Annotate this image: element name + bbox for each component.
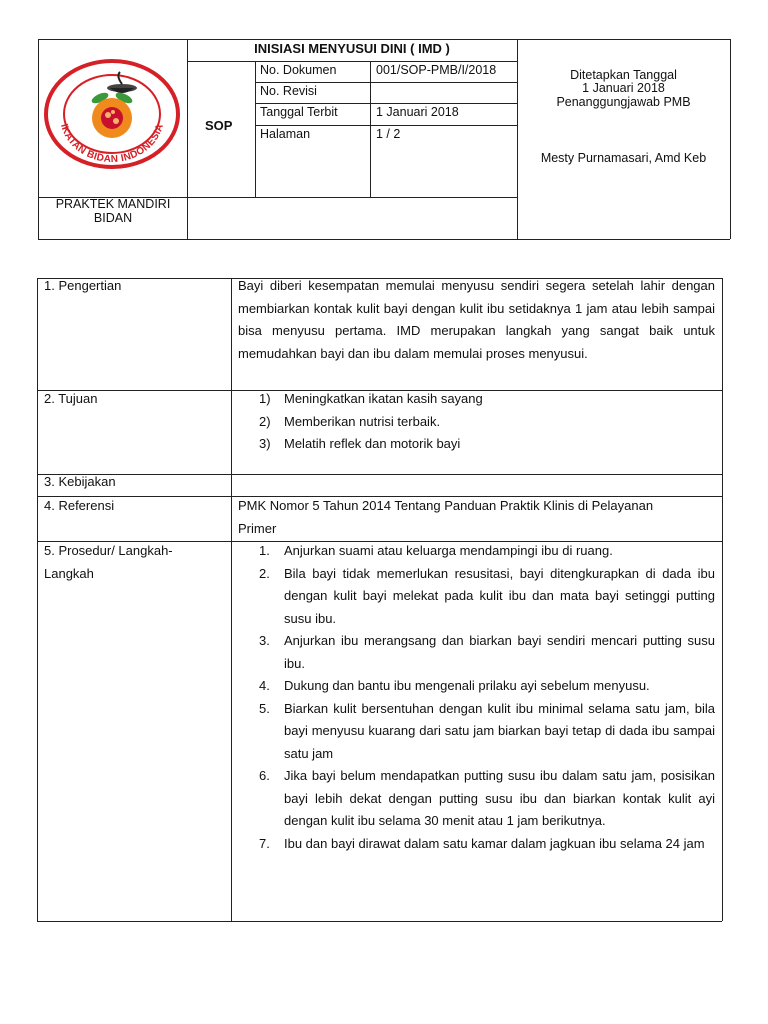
penanggungjawab-label: Penanggungjawab PMB [556,95,691,109]
item-text: Anjurkan ibu merangsang dan biarkan bayi sendiri mencari putting susu ibu. [284,633,715,671]
item-number: 7. [259,835,270,851]
list-tujuan [259,388,715,456]
field-label-no-dokumen: No. Dokumen [260,63,337,77]
svg-text:IKATAN BIDAN INDONESIA: IKATAN BIDAN INDONESIA [58,122,167,166]
field-label-tanggal-terbit: Tanggal Terbit [260,105,338,119]
item-number: 2) [259,413,271,429]
item-number: 5. [259,700,270,716]
item-number: 1) [259,391,271,406]
list-item [259,765,715,833]
item-number: 6. [259,768,270,783]
field-label-no-revisi: No. Revisi [260,84,317,98]
item-text: Biarkan kulit bersentuhan dengan kulit ibu minimal selama satu jam, bila bayi menyusu kuarang dari satu jam biarkan bayi tetap di dada ibu sampai satu jam [284,700,715,761]
list-item [259,675,715,698]
item-text: Jika bayi belum mendapatkan putting susu ibu dalam satu jam, posisikan bayi lebih dekat dengan putting susu ibu dan biarkan kontak kulit ayi dengan kulit ibu selama 30 menit atau 1 jam berikutnya. [284,768,715,828]
list-item [259,630,715,675]
list-item [259,540,715,563]
praktek-mandiri-bidan: PRAKTEK MANDIRI BIDAN [55,197,171,225]
label-tujuan: 2. Tujuan [44,391,98,406]
item-text: Bila bayi tidak memerlukan resusitasi, bayi ditengkurapkan di dada ibu dengan kulit bayi melekat pada kulit ibu dan mata bayi setinggi putting susu ibu. [284,565,715,626]
item-number: 3. [259,633,270,648]
text-referensi: PMK Nomor 5 Tahun 2014 Tentang Panduan Praktik Klinis di Pelayanan Primer [238,498,654,536]
item-text: Dukung dan bantu ibu mengenali prilaku ayi sebelum menyusu. [284,678,650,693]
list-item [259,698,715,766]
item-text: Melatih reflek dan motorik bayi [284,436,461,451]
item-number: 2. [259,565,270,581]
document-title: INISIASI MENYUSUI DINI ( IMD ) [254,41,450,56]
item-text: Anjurkan suami atau keluarga mendampingi ibu di ruang. [284,543,613,558]
item-number: 3) [259,436,271,451]
list-item [259,433,715,456]
signer-name: Mesty Purnamasari, Amd Keb [540,151,707,165]
list-item [259,388,715,411]
label-pengertian: 1. Pengertian [44,278,122,293]
label-kebijakan: 3. Kebijakan [44,474,116,489]
ibi-logo-icon [44,58,180,170]
list-item [259,833,715,856]
sop-label: SOP [205,118,233,133]
field-value-halaman: 1 / 2 [376,127,401,141]
ditetapkan-label: Ditetapkan Tanggal [570,68,677,82]
ditetapkan-date: 1 Januari 2018 [582,81,665,95]
field-label-halaman: Halaman [260,127,311,141]
item-number: 1. [259,543,270,558]
list-item [259,411,715,434]
text-pengertian: Bayi diberi kesempatan memulai menyusu sendiri segera setelah lahir dengan membiarkan kontak kulit bayi dengan kulit ibu setidaknya 1 jam atau lebih sampai bisa menyusu pertama. IMD merupakan langkah yang sangat baik untuk memudahkan bayi dan ibu dalam memulai proses menyusui. [238,278,715,361]
field-value-no-dokumen: 001/SOP-PMB/I/2018 [376,63,497,77]
item-number: 4. [259,678,270,693]
list-prosedur [259,540,715,855]
label-prosedur: 5. Prosedur/ Langkah-Langkah [44,543,173,581]
label-referensi: 4. Referensi [44,498,115,513]
field-value-tanggal-terbit: 1 Januari 2018 [376,105,459,119]
list-item [259,563,715,631]
item-text: Memberikan nutrisi terbaik. [284,413,441,429]
item-text: Meningkatkan ikatan kasih sayang [284,391,483,406]
item-text: Ibu dan bayi dirawat dalam satu kamar dalam jagkuan ibu selama 24 jam [284,835,705,851]
